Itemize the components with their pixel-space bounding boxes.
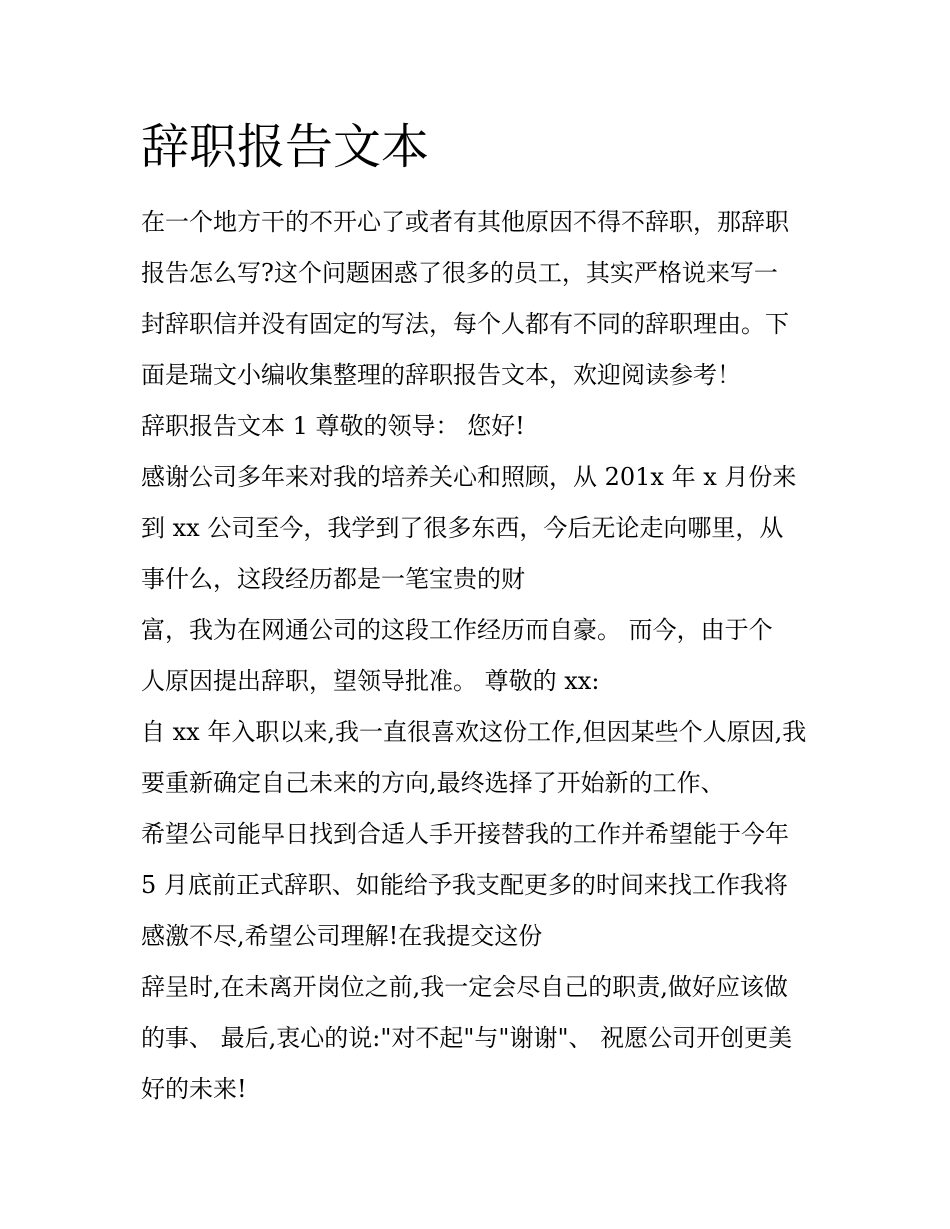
body-line: 的事、 最后,衷心的说:"对不起"与"谢谢"、 祝愿公司开创更美 [141, 1024, 793, 1052]
body-line: 感激不尽,希望公司理解!在我提交这份 [141, 922, 543, 950]
document-title: 辞职报告文本 [141, 119, 430, 175]
body-line: 封辞职信并没有固定的写法，每个人都有不同的辞职理由。下 [141, 310, 789, 338]
body-line: 事什么，这段经历都是一笔宝贵的财 [141, 565, 525, 593]
body-line: 到 xx 公司至今，我学到了很多东西，今后无论走向哪里，从 [141, 514, 784, 542]
body-line: 感谢公司多年来对我的培养关心和照顾，从 201x 年 x 月份来 [141, 463, 797, 491]
body-line: 自 xx 年入职以来,我一直很喜欢这份工作,但因某些个人原因,我 [141, 718, 807, 746]
body-line: 辞呈时,在未离开岗位之前,我一定会尽自己的职责,做好应该做 [141, 973, 788, 1001]
body-line: 报告怎么写?这个问题困惑了很多的员工，其实严格说来写一 [141, 259, 778, 287]
body-line: 好的未来! [141, 1075, 247, 1103]
body-line: 富，我为在网通公司的这段工作经历而自豪。 而今，由于个 [141, 616, 773, 644]
body-line: 面是瑞文小编收集整理的辞职报告文本，欢迎阅读参考！ [141, 361, 741, 389]
body-line: 要重新确定自己未来的方向,最终选择了开始新的工作、 [141, 769, 725, 797]
body-line: 在一个地方干的不开心了或者有其他原因不得不辞职，那辞职 [141, 208, 789, 236]
body-line: 5 月底前正式辞职、如能给予我支配更多的时间来找工作我将 [141, 871, 788, 899]
body-line: 辞职报告文本 1 尊敬的领导： 您好! [141, 412, 525, 440]
body-line: 人原因提出辞职，望领导批准。 尊敬的 xx: [141, 667, 600, 695]
body-line: 希望公司能早日找到合适人手开接替我的工作并希望能于今年 [141, 820, 789, 848]
